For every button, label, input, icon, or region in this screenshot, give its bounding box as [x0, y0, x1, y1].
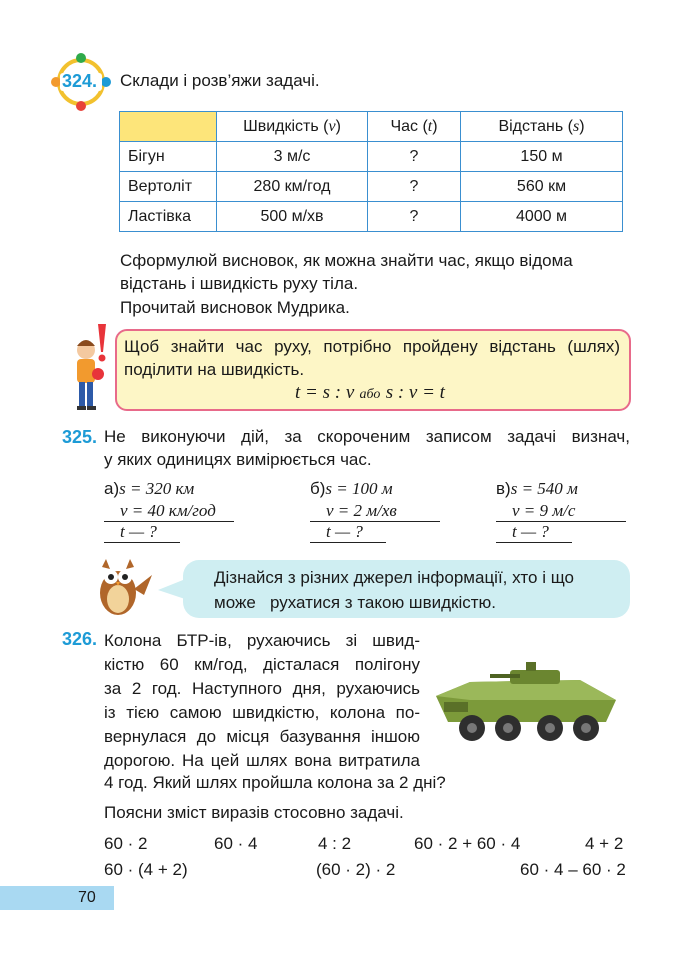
item-a-v: v = 40 км/год — [104, 501, 234, 522]
header-speed: Швидкість (v) — [217, 112, 368, 142]
item-s-value: s = 540 м — [510, 479, 578, 498]
explain-expressions: Поясни зміст виразів стосовно задачі. — [104, 803, 404, 822]
task-324-number: 324. — [62, 71, 98, 91]
item-b-t: t — ? — [310, 522, 386, 543]
row-label: Ластівка — [120, 202, 217, 232]
row-speed: 500 м/хв — [217, 202, 368, 232]
task-324-instruction: Склади і розв’яжи задачі. — [120, 71, 320, 90]
task-326-text — [104, 629, 420, 773]
task-326-line: дорогою. На цей шлях вона витратила — [104, 751, 420, 770]
bubble-line2: може рухатися з такою швидкістю. — [214, 593, 496, 612]
boy-exclamation-icon — [68, 322, 116, 412]
expression: (60 · 2) · 2 — [316, 860, 396, 879]
rule-formula — [295, 382, 445, 404]
task-326-number: 326. — [62, 629, 98, 649]
item-a-t: t — ? — [104, 522, 180, 543]
task-326-line: вернулася до місця базування іншою — [104, 727, 420, 746]
row-time: ? — [368, 202, 461, 232]
item-b-s — [310, 479, 440, 499]
formula-or: або — [359, 387, 381, 402]
expression: 60 · 4 – 60 · 2 — [520, 860, 626, 879]
bubble-line1: Дізнайся з різних джерел інформації, хто і що — [214, 568, 574, 587]
item-b-v: v = 2 м/хв — [310, 501, 440, 522]
table-corner-cell — [120, 112, 217, 142]
row-label: Бігун — [120, 142, 217, 172]
item-c — [496, 479, 626, 543]
expression: 4 + 2 — [585, 834, 624, 853]
page-number: 70 — [78, 889, 96, 906]
item-c-t: t — ? — [496, 522, 572, 543]
row-time: ? — [368, 142, 461, 172]
page-number-tab — [0, 886, 114, 910]
item-letter: б) — [310, 479, 326, 498]
row-label: Вертоліт — [120, 172, 217, 202]
task-326-line: Колона БТР-ів, рухаючись зі швид- — [104, 631, 420, 650]
table-row — [120, 172, 623, 202]
bubble-tail — [158, 578, 188, 602]
owl-illustration — [92, 555, 156, 619]
item-c-v: v = 9 м/с — [496, 501, 626, 522]
task-326-line: кістю 60 км/год, дісталася полігону — [104, 655, 420, 674]
item-s-value: s = 100 м — [325, 479, 393, 498]
expression: 60 · 4 — [214, 834, 258, 853]
item-b — [310, 479, 440, 543]
conclusion-prompt-line2: відстань і швидкість руху тіла. — [120, 274, 359, 293]
row-distance: 150 м — [461, 142, 623, 172]
task-325-line1: Не виконуючи дій, за скороченим записом задачі визнач, — [104, 427, 630, 446]
row-speed: 3 м/с — [217, 142, 368, 172]
header-distance: Відстань (s) — [461, 112, 623, 142]
item-a — [104, 479, 234, 543]
item-c-s — [496, 479, 626, 499]
rule-line2: поділити на швидкість. — [124, 360, 305, 379]
item-s-value: s = 320 км — [119, 479, 195, 498]
task-326-last-line: 4 год. Який шлях пройшла колона за 2 дні? — [104, 773, 446, 792]
rule-line1: Щоб знайти час руху, потрібно пройдену відстань (шлях) — [124, 337, 620, 356]
table-header-row — [120, 112, 623, 142]
apc-illustration — [430, 660, 626, 746]
expression: 4 : 2 — [318, 834, 352, 853]
row-speed: 280 км/год — [217, 172, 368, 202]
task-326-line: за 2 год. Наступного дня, рухаючись — [104, 679, 420, 698]
expression: 60 · (4 + 2) — [104, 860, 188, 879]
boy-illustration — [68, 322, 116, 412]
table-row — [120, 142, 623, 172]
formula-a: t = s : v — [295, 382, 355, 403]
read-conclusion-text: Прочитай висновок Мудрика. — [120, 298, 350, 317]
conclusion-prompt-line1: Сформулюй висновок, як можна знайти час, якщо відома — [120, 251, 573, 270]
task-326-line: із тією самою швидкістю, колона по- — [104, 703, 420, 722]
item-letter: а) — [104, 479, 120, 498]
expression: 60 · 2 + 60 · 4 — [414, 834, 521, 853]
armored-vehicle-icon — [430, 660, 626, 746]
speed-time-distance-table — [119, 111, 623, 232]
row-time: ? — [368, 172, 461, 202]
table-row — [120, 202, 623, 232]
row-distance: 4000 м — [461, 202, 623, 232]
task-325-number: 325. — [62, 427, 98, 447]
task-325-line2: у яких одиницях вимірюється час. — [104, 450, 372, 469]
expression: 60 · 2 — [104, 834, 148, 853]
owl-icon — [92, 555, 156, 619]
header-time: Час (t) — [368, 112, 461, 142]
item-letter: в) — [496, 479, 511, 498]
formula-b: s : v = t — [385, 382, 445, 403]
row-distance: 560 км — [461, 172, 623, 202]
item-a-s — [104, 479, 234, 499]
